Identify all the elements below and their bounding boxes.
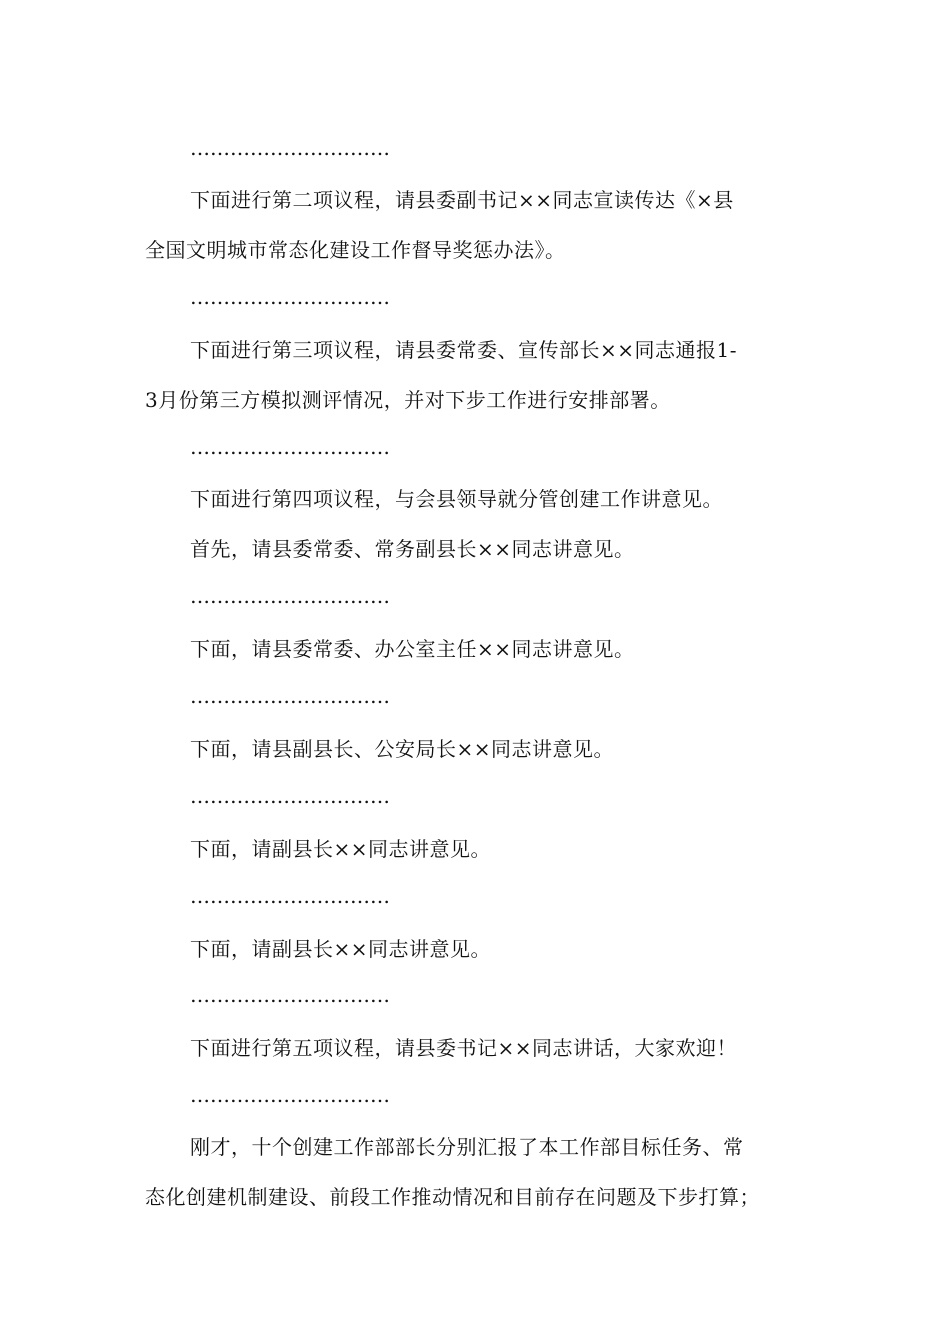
ellipsis-separator: ………………………… <box>190 684 390 708</box>
paragraph-summary-line-2: 态化创建机制建设、前段工作推动情况和目前存在问题及下步打算； <box>145 1185 760 1209</box>
ellipsis-separator: ………………………… <box>190 983 390 1007</box>
ellipsis-separator: ………………………… <box>190 435 390 459</box>
ellipsis-separator: ………………………… <box>190 1083 390 1107</box>
paragraph-office-director: 下面，请县委常委、办公室主任××同志讲意见。 <box>190 637 635 661</box>
paragraph-agenda-3-line-1: 下面进行第三项议程，请县委常委、宣传部长××同志通报1- <box>190 338 737 362</box>
paragraph-agenda-3-line-2: 3月份第三方模拟测评情况，并对下步工作进行安排部署。 <box>145 388 671 412</box>
ellipsis-separator: ………………………… <box>190 584 390 608</box>
ellipsis-separator: ………………………… <box>190 285 390 309</box>
paragraph-deputy-2: 下面，请副县长××同志讲意见。 <box>190 937 492 961</box>
paragraph-agenda-4: 下面进行第四项议程，与会县领导就分管创建工作讲意见。 <box>190 487 723 511</box>
ellipsis-separator: ………………………… <box>190 884 390 908</box>
paragraph-deputy-1: 下面，请副县长××同志讲意见。 <box>190 837 492 861</box>
ellipsis-separator: ………………………… <box>190 136 390 160</box>
paragraph-police-chief: 下面，请县副县长、公安局长××同志讲意见。 <box>190 737 615 761</box>
paragraph-summary-line-1: 刚才，十个创建工作部部长分别汇报了本工作部目标任务、常 <box>190 1135 744 1159</box>
ellipsis-separator: ………………………… <box>190 784 390 808</box>
paragraph-agenda-5: 下面进行第五项议程，请县委书记××同志讲话，大家欢迎！ <box>190 1036 738 1060</box>
paragraph-agenda-2-line-1: 下面进行第二项议程，请县委副书记××同志宣读传达《×县 <box>190 188 734 212</box>
paragraph-first-speaker: 首先，请县委常委、常务副县长××同志讲意见。 <box>190 537 635 561</box>
paragraph-agenda-2-line-2: 全国文明城市常态化建设工作督导奖惩办法》。 <box>145 238 566 262</box>
